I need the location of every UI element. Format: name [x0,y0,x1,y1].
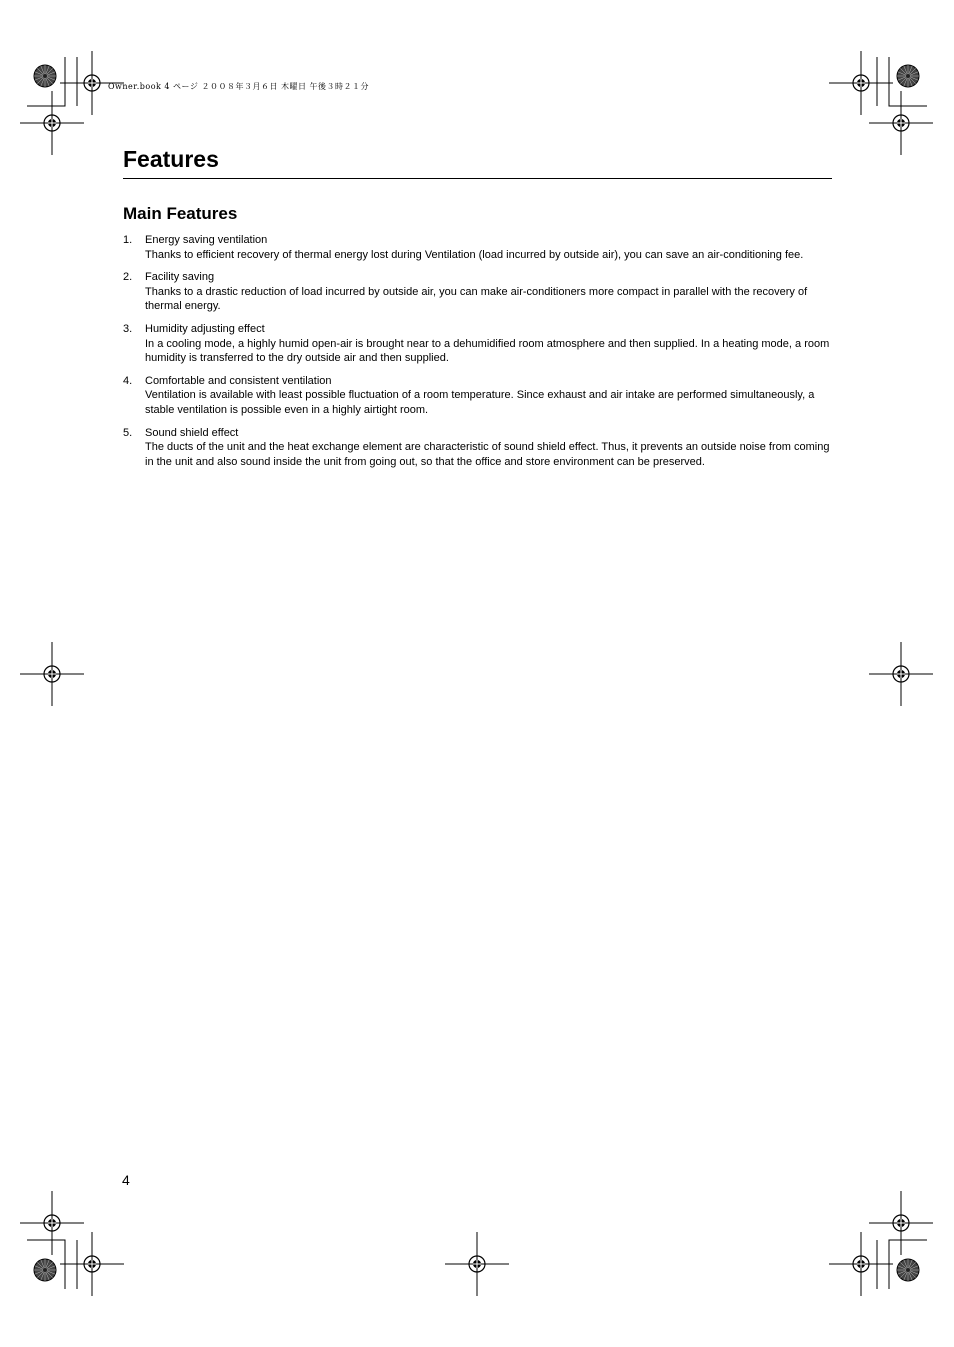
feature-description: Ventilation is available with least possible fluctuation of a room temperature. Since exhaust and air intake are performed simultaneously, a stable ventilation is possible even in a highly airtight room. [145,389,815,416]
features-list [123,233,835,477]
page-number: 4 [122,1172,130,1188]
feature-description: In a cooling mode, a highly humid open-air is brought near to a dehumidified room atmosphere and then supplied. In a heating mode, a room humidity is transferred to the dry outside air and then supplied. [145,337,830,365]
feature-item [123,270,835,314]
feature-number: 2. [123,271,133,284]
title-divider [123,178,832,179]
star-target-icon [34,1259,56,1281]
section-title: Main Features [123,204,238,223]
feature-item [123,374,835,418]
registration-mark-icon [20,642,84,706]
feature-number: 4. [123,374,133,387]
feature-heading: Sound shield effect [145,426,239,439]
feature-item [123,233,835,262]
registration-mark-icon [445,1232,509,1296]
feature-description: Thanks to efficient recovery of thermal energy lost during Ventilation (load incurred by outside air), you can save an air-conditioning fee. [145,248,804,261]
star-target-icon [897,65,919,87]
print-slug: Owner.book 4 ページ ２００８年３月６日 木曜日 午後３時２１分 [108,82,370,91]
star-target-icon [897,1259,919,1281]
feature-number: 1. [123,234,133,246]
registration-mark-icon [829,51,893,115]
feature-item [123,322,835,366]
registration-mark-icon [60,1232,124,1296]
feature-item [123,426,835,470]
registration-mark-icon [869,91,933,155]
feature-heading: Energy saving ventilation [145,234,268,246]
feature-heading: Humidity adjusting effect [145,322,265,335]
page-title: Features [123,146,219,172]
registration-mark-icon [869,1191,933,1255]
feature-number: 3. [123,322,133,335]
feature-description: The ducts of the unit and the heat exchange element are characteristic of sound shield effect. Thus, it prevents an outside noise from coming in the unit and also sound inside the unit from going out, so that the office and store environment can be preserved. [145,441,830,468]
registration-mark-icon [20,91,84,155]
feature-heading: Facility saving [145,271,215,284]
star-target-icon [34,65,56,87]
feature-number: 5. [123,426,133,439]
feature-description: Thanks to a drastic reduction of load incurred by outside air, you can make air-conditioners more compact in parallel with the recovery of thermal energy. [145,285,808,313]
registration-mark-icon [869,642,933,706]
registration-mark-icon [829,1232,893,1296]
registration-mark-icon [20,1191,84,1255]
feature-heading: Comfortable and consistent ventilation [145,374,332,387]
